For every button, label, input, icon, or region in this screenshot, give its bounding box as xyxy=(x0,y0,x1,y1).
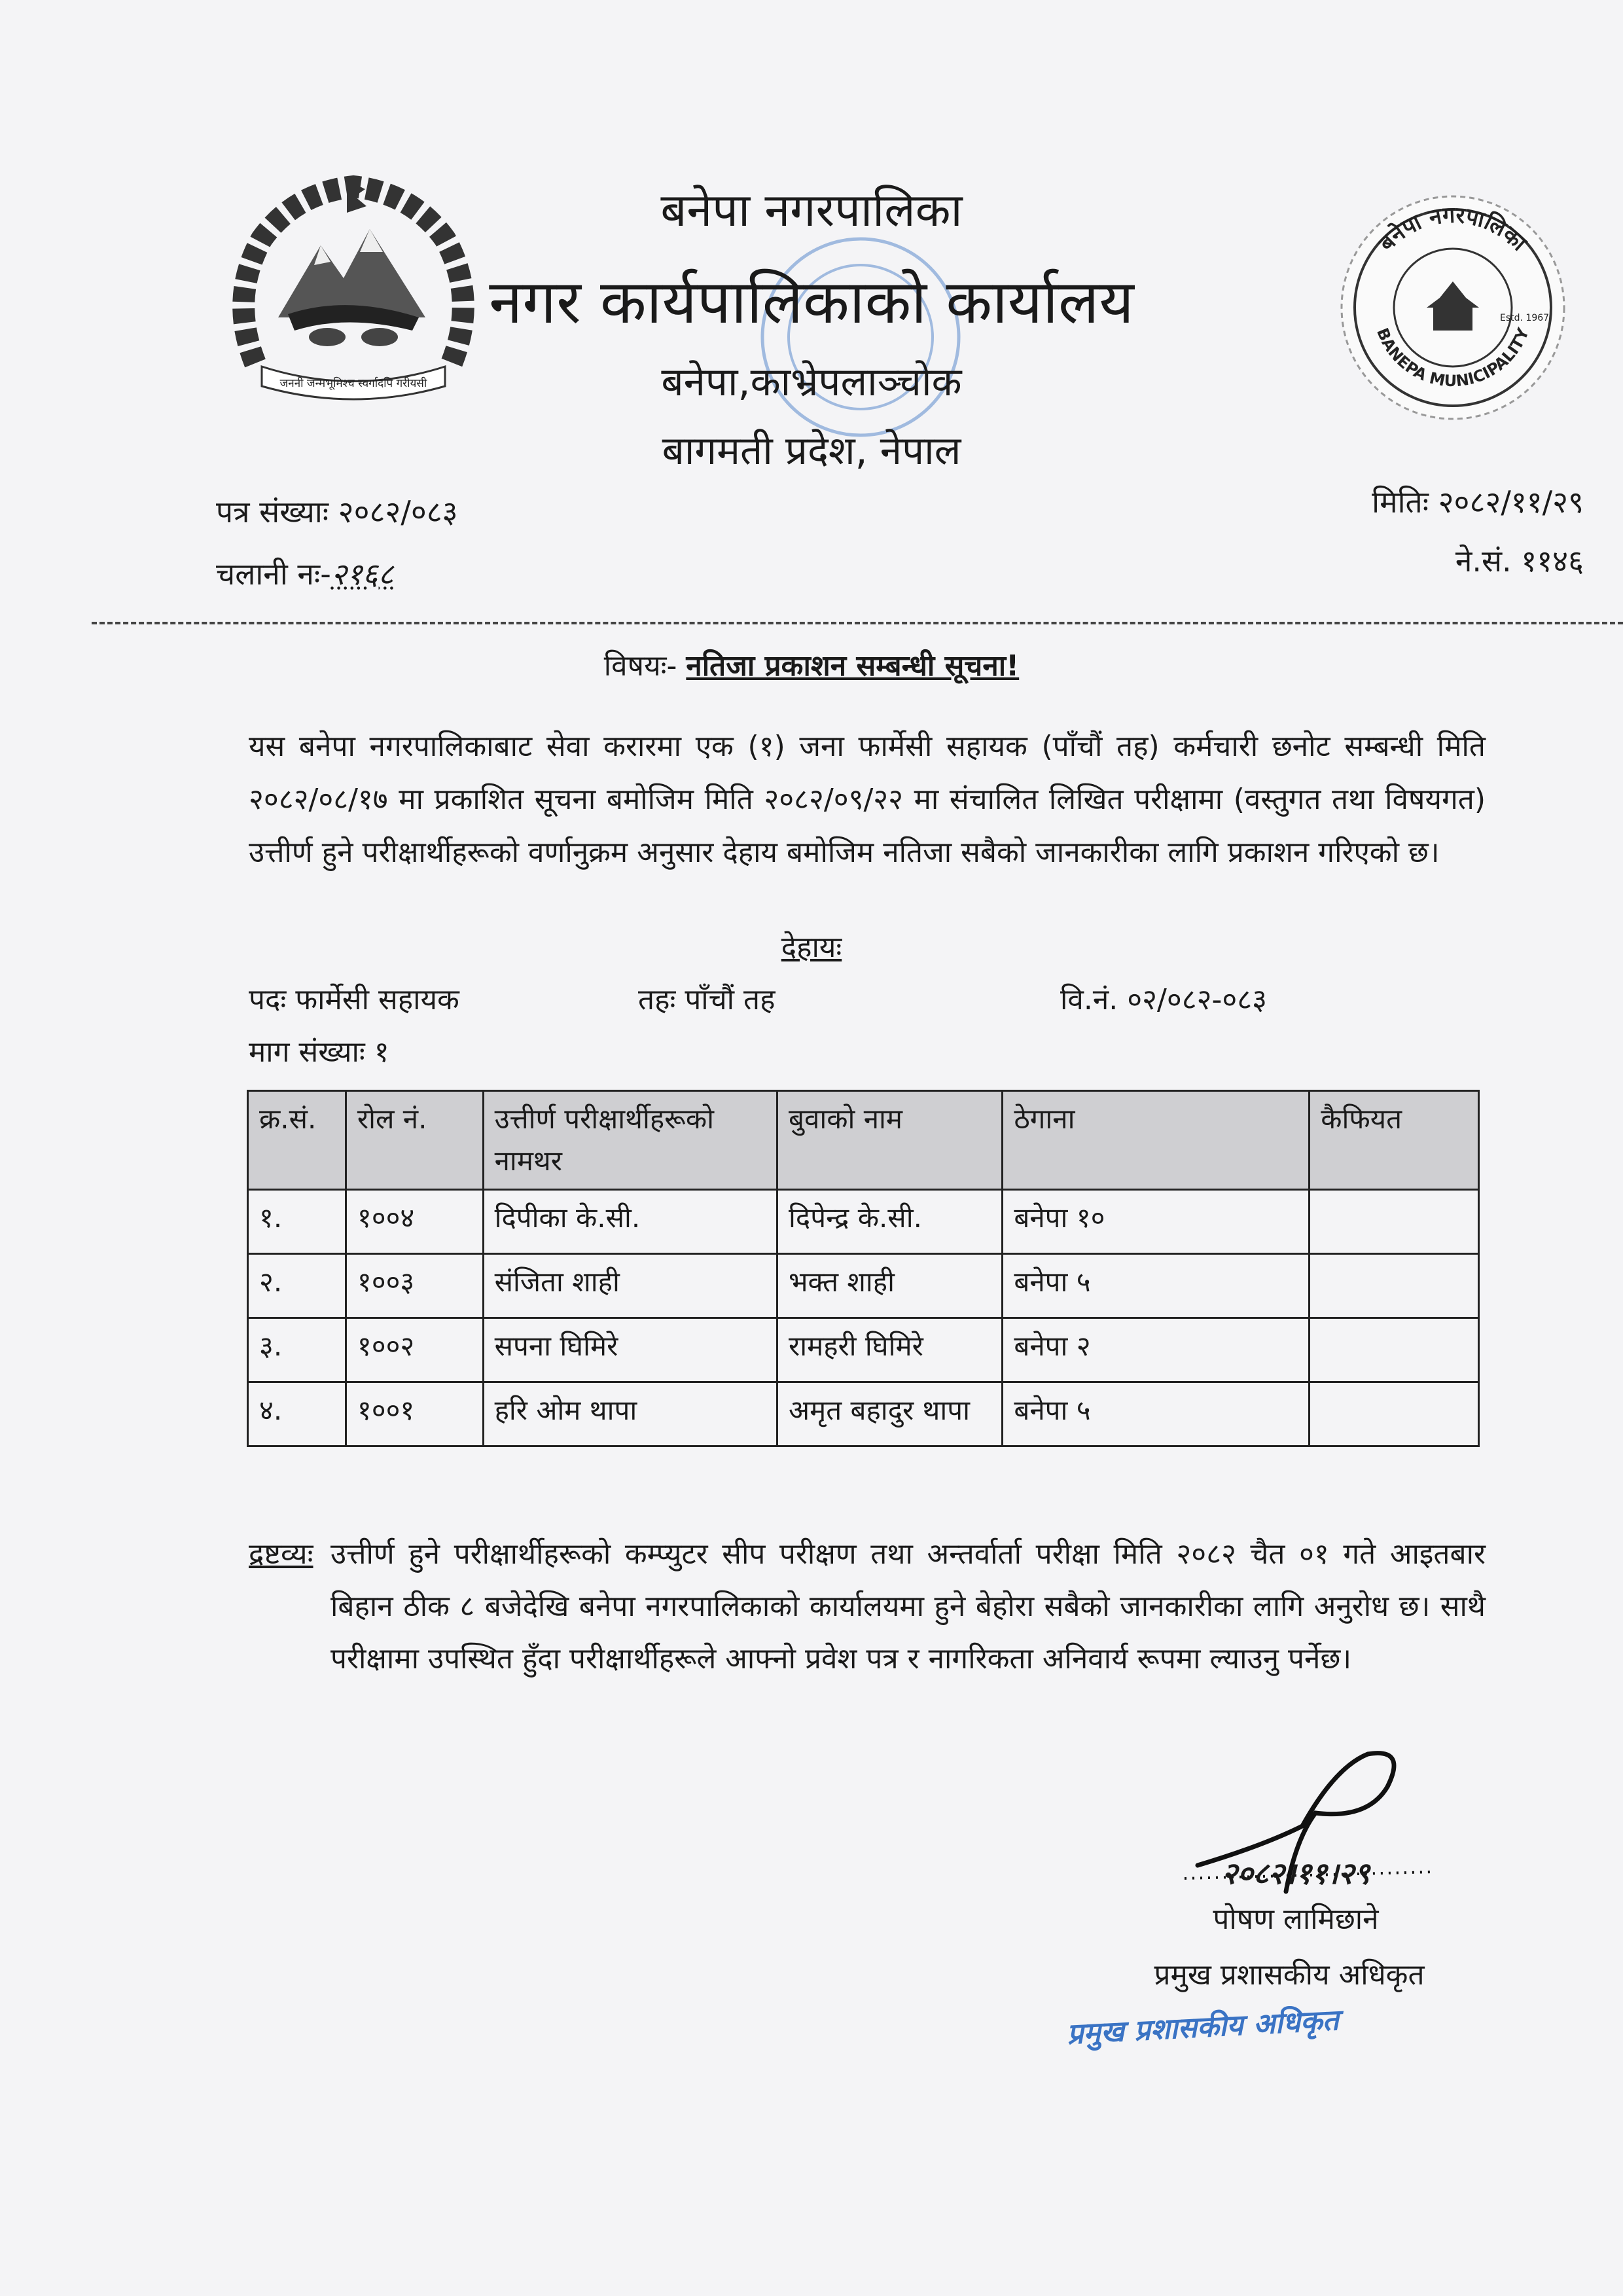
dispatch-value: २१६८ xyxy=(330,556,394,592)
address-line-1: बनेपा,काभ्रेपलाञ्चोक xyxy=(661,359,962,405)
dispatch-number xyxy=(216,553,394,594)
cell-roll: १००१ xyxy=(346,1382,483,1446)
emblem-motto: जननी जन्मभूमिश्च स्वर्गादपि गरीयसी xyxy=(279,377,427,390)
table-row xyxy=(248,1382,1479,1446)
cell-father: अमृत बहादुर थापा xyxy=(777,1382,1003,1446)
note-text: उत्तीर्ण हुने परीक्षार्थीहरूको कम्प्युटर सीप परीक्षण तथा अन्तर्वार्ता परीक्षा मिति २०८२ चैत ०१ गते आइतबार बिहान ठीक ८ बजेदेखि बनेपा नगरपालिकाको कार्यालयमा हुने बेहोरा सबैको जानकारीका लागि अनुरोध छ। साथै परीक्षामा उपस्थित हुँदा परीक्षार्थीहरूले आफ्नो प्रवेश पत्र र नागरिकता अनिवार्य रूपमा ल्याउनु पर्नेछ। xyxy=(330,1537,1486,1676)
table-row xyxy=(248,1254,1479,1318)
col-header-father: बुवाको नाम xyxy=(777,1091,1003,1190)
cell-father: दिपेन्द्र के.सी. xyxy=(777,1190,1003,1254)
cell-candidate: सपना घिमिरे xyxy=(483,1318,777,1382)
cell-address: बनेपा ५ xyxy=(1003,1254,1310,1318)
schedule-heading: देहायः xyxy=(781,931,842,964)
cell-father: रामहरी घिमिरे xyxy=(777,1318,1003,1382)
cell-serial: ३. xyxy=(248,1318,346,1382)
cell-address: बनेपा ५ xyxy=(1003,1382,1310,1446)
dispatch-label: चलानी नः- xyxy=(216,556,331,592)
cell-address: बनेपा १० xyxy=(1003,1190,1310,1254)
col-header-roll: रोल नं. xyxy=(346,1091,483,1190)
post-name: पदः फार्मेसी सहायक xyxy=(249,983,459,1016)
cell-roll: १००२ xyxy=(346,1318,483,1382)
seal-name-np: बनेपा नगरपालिका xyxy=(1373,202,1532,257)
table-row xyxy=(248,1318,1479,1382)
cell-remarks xyxy=(1310,1318,1479,1382)
post-level: तहः पाँचौं तह xyxy=(638,983,776,1016)
header-divider xyxy=(92,622,1623,624)
subject-text: नतिजा प्रकाशन सम्बन्धी सूचना! xyxy=(686,649,1020,683)
col-header-remarks: कैफियत xyxy=(1310,1091,1479,1190)
cell-candidate: संजिता शाही xyxy=(483,1254,777,1318)
designation-stamp: प्रमुख प्रशासकीय अधिकृत xyxy=(1066,2003,1340,2051)
office-name: नगर कार्यपालिकाको कार्यालय xyxy=(489,267,1134,337)
signatory-name: पोषण लामिछाने xyxy=(1213,1903,1379,1936)
cell-remarks xyxy=(1310,1254,1479,1318)
col-header-address: ठेगाना xyxy=(1003,1091,1310,1190)
cell-candidate: दिपीका के.सी. xyxy=(483,1190,777,1254)
table-row xyxy=(248,1190,1479,1254)
advertisement-number: वि.नं. ०२/०८२-०८३ xyxy=(1060,983,1267,1016)
seal-estd: Estd. 1967 xyxy=(1500,313,1550,323)
municipality-name: बनेपा नगरपालिका xyxy=(660,183,963,237)
subject-line xyxy=(0,645,1623,684)
signature-date: २०८२।११।२९ xyxy=(1221,1856,1370,1891)
cell-remarks xyxy=(1310,1190,1479,1254)
signatory-designation: प्रमुख प्रशासकीय अधिकृत xyxy=(1154,1958,1425,1992)
cell-remarks xyxy=(1310,1382,1479,1446)
demand-count: माग संख्याः १ xyxy=(249,1035,389,1069)
cell-serial: २. xyxy=(248,1254,346,1318)
cell-serial: १. xyxy=(248,1190,346,1254)
cell-address: बनेपा २ xyxy=(1003,1318,1310,1382)
cell-father: भक्त शाही xyxy=(777,1254,1003,1318)
table-header-row xyxy=(248,1091,1479,1190)
results-table xyxy=(247,1090,1480,1447)
col-header-candidate: उत्तीर्ण परीक्षार्थीहरूको नामथर xyxy=(483,1091,777,1190)
cell-candidate: हरि ओम थापा xyxy=(483,1382,777,1446)
col-header-serial: क्र.सं. xyxy=(248,1091,346,1190)
cell-roll: १००३ xyxy=(346,1254,483,1318)
subject-label: विषयः- xyxy=(603,649,677,683)
body-paragraph: यस बनेपा नगरपालिकाबाट सेवा करारमा एक (१) जना फार्मेसी सहायक (पाँचौं तह) कर्मचारी छनोट सम्बन्धी मिति २०८२/०८/१७ मा प्रकाशित सूचना बमोजिम मिति २०८२/०९/२२ मा संचालित लिखित परीक्षामा (वस्तुगत तथा विषयगत) उत्तीर्ण हुने परीक्षार्थीहरूको वर्णानुक्रम अनुसार देहाय बमोजिम नतिजा सबैको जानकारीका लागि प्रकाशन गरिएको छ। xyxy=(249,730,1486,869)
note-label: द्रष्टव्यः xyxy=(249,1537,313,1571)
letter-date: मितिः २०८२/११/२९ xyxy=(1372,484,1584,520)
cell-serial: ४. xyxy=(248,1382,346,1446)
letter-number: पत्र संख्याः २०८२/०८३ xyxy=(216,494,458,529)
seal-name-en: BANEPA MUNICIPALITY xyxy=(1373,325,1533,391)
nepal-sambat-date: ने.सं. ११४६ xyxy=(1455,543,1584,579)
address-line-2: बागमती प्रदेश, नेपाल xyxy=(662,428,961,474)
cell-roll: १००४ xyxy=(346,1190,483,1254)
